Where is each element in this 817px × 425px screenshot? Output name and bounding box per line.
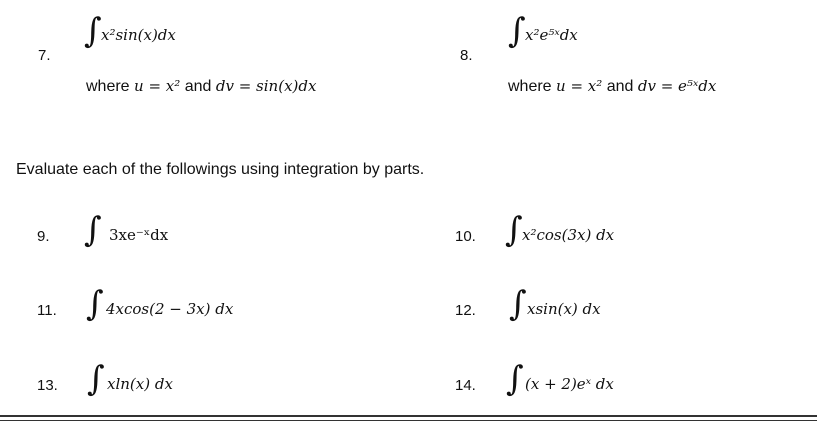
problem-12-number: 12. [455, 302, 476, 319]
problem-12-integrand: xsin(x) dx [527, 300, 601, 318]
problem-7-number: 7. [38, 47, 51, 64]
problem-13-number: 13. [37, 377, 58, 394]
problem-7-hint-prefix: where [86, 78, 135, 95]
problem-8-hint-u: u = x² [556, 77, 603, 95]
problem-9-integrand: 3xe⁻ˣdx [109, 226, 169, 244]
problem-7-hint-and: and [180, 78, 216, 95]
problem-7-hint-u: u = x² [134, 77, 181, 95]
problem-7-hint [86, 77, 316, 96]
problem-8-integrand: x²e⁵ˣdx [525, 26, 578, 44]
problem-8-number: 8. [460, 47, 473, 64]
problem-12-integral-sign: ∫ [509, 284, 527, 324]
problem-8-hint [508, 77, 716, 96]
problem-8-integral-sign: ∫ [508, 11, 526, 51]
bottom-divider-upper [0, 415, 817, 417]
problem-11-integral-sign: ∫ [86, 284, 104, 324]
problem-8-hint-prefix: where [508, 78, 557, 95]
problem-7-hint-dv: dv = sin(x)dx [215, 77, 317, 95]
problem-10-number: 10. [455, 228, 476, 245]
problem-13-integral-sign: ∫ [87, 359, 105, 399]
problem-10-integral-sign: ∫ [505, 210, 523, 250]
problem-9-integral-sign: ∫ [84, 210, 102, 250]
instruction-text: Evaluate each of the followings using integration by parts. [16, 161, 425, 178]
problem-14-integrand: (x + 2)eˣ dx [525, 375, 614, 393]
problem-11-number: 11. [37, 302, 57, 319]
problem-14-number: 14. [455, 377, 476, 394]
problem-11-integrand: 4xcos(2 − 3x) dx [106, 300, 234, 318]
problem-14-integral-sign: ∫ [506, 359, 524, 399]
problem-10-integrand: x²cos(3x) dx [522, 226, 615, 244]
bottom-divider-lower [0, 420, 817, 421]
problem-9-number: 9. [37, 228, 50, 245]
problem-7-integral-sign: ∫ [84, 11, 102, 51]
problem-8-hint-dv: dv = e⁵ˣdx [637, 77, 717, 95]
problem-13-integrand: xln(x) dx [107, 375, 173, 393]
problem-8-hint-and: and [602, 78, 638, 95]
problem-7-integrand: x²sin(x)dx [101, 26, 176, 44]
